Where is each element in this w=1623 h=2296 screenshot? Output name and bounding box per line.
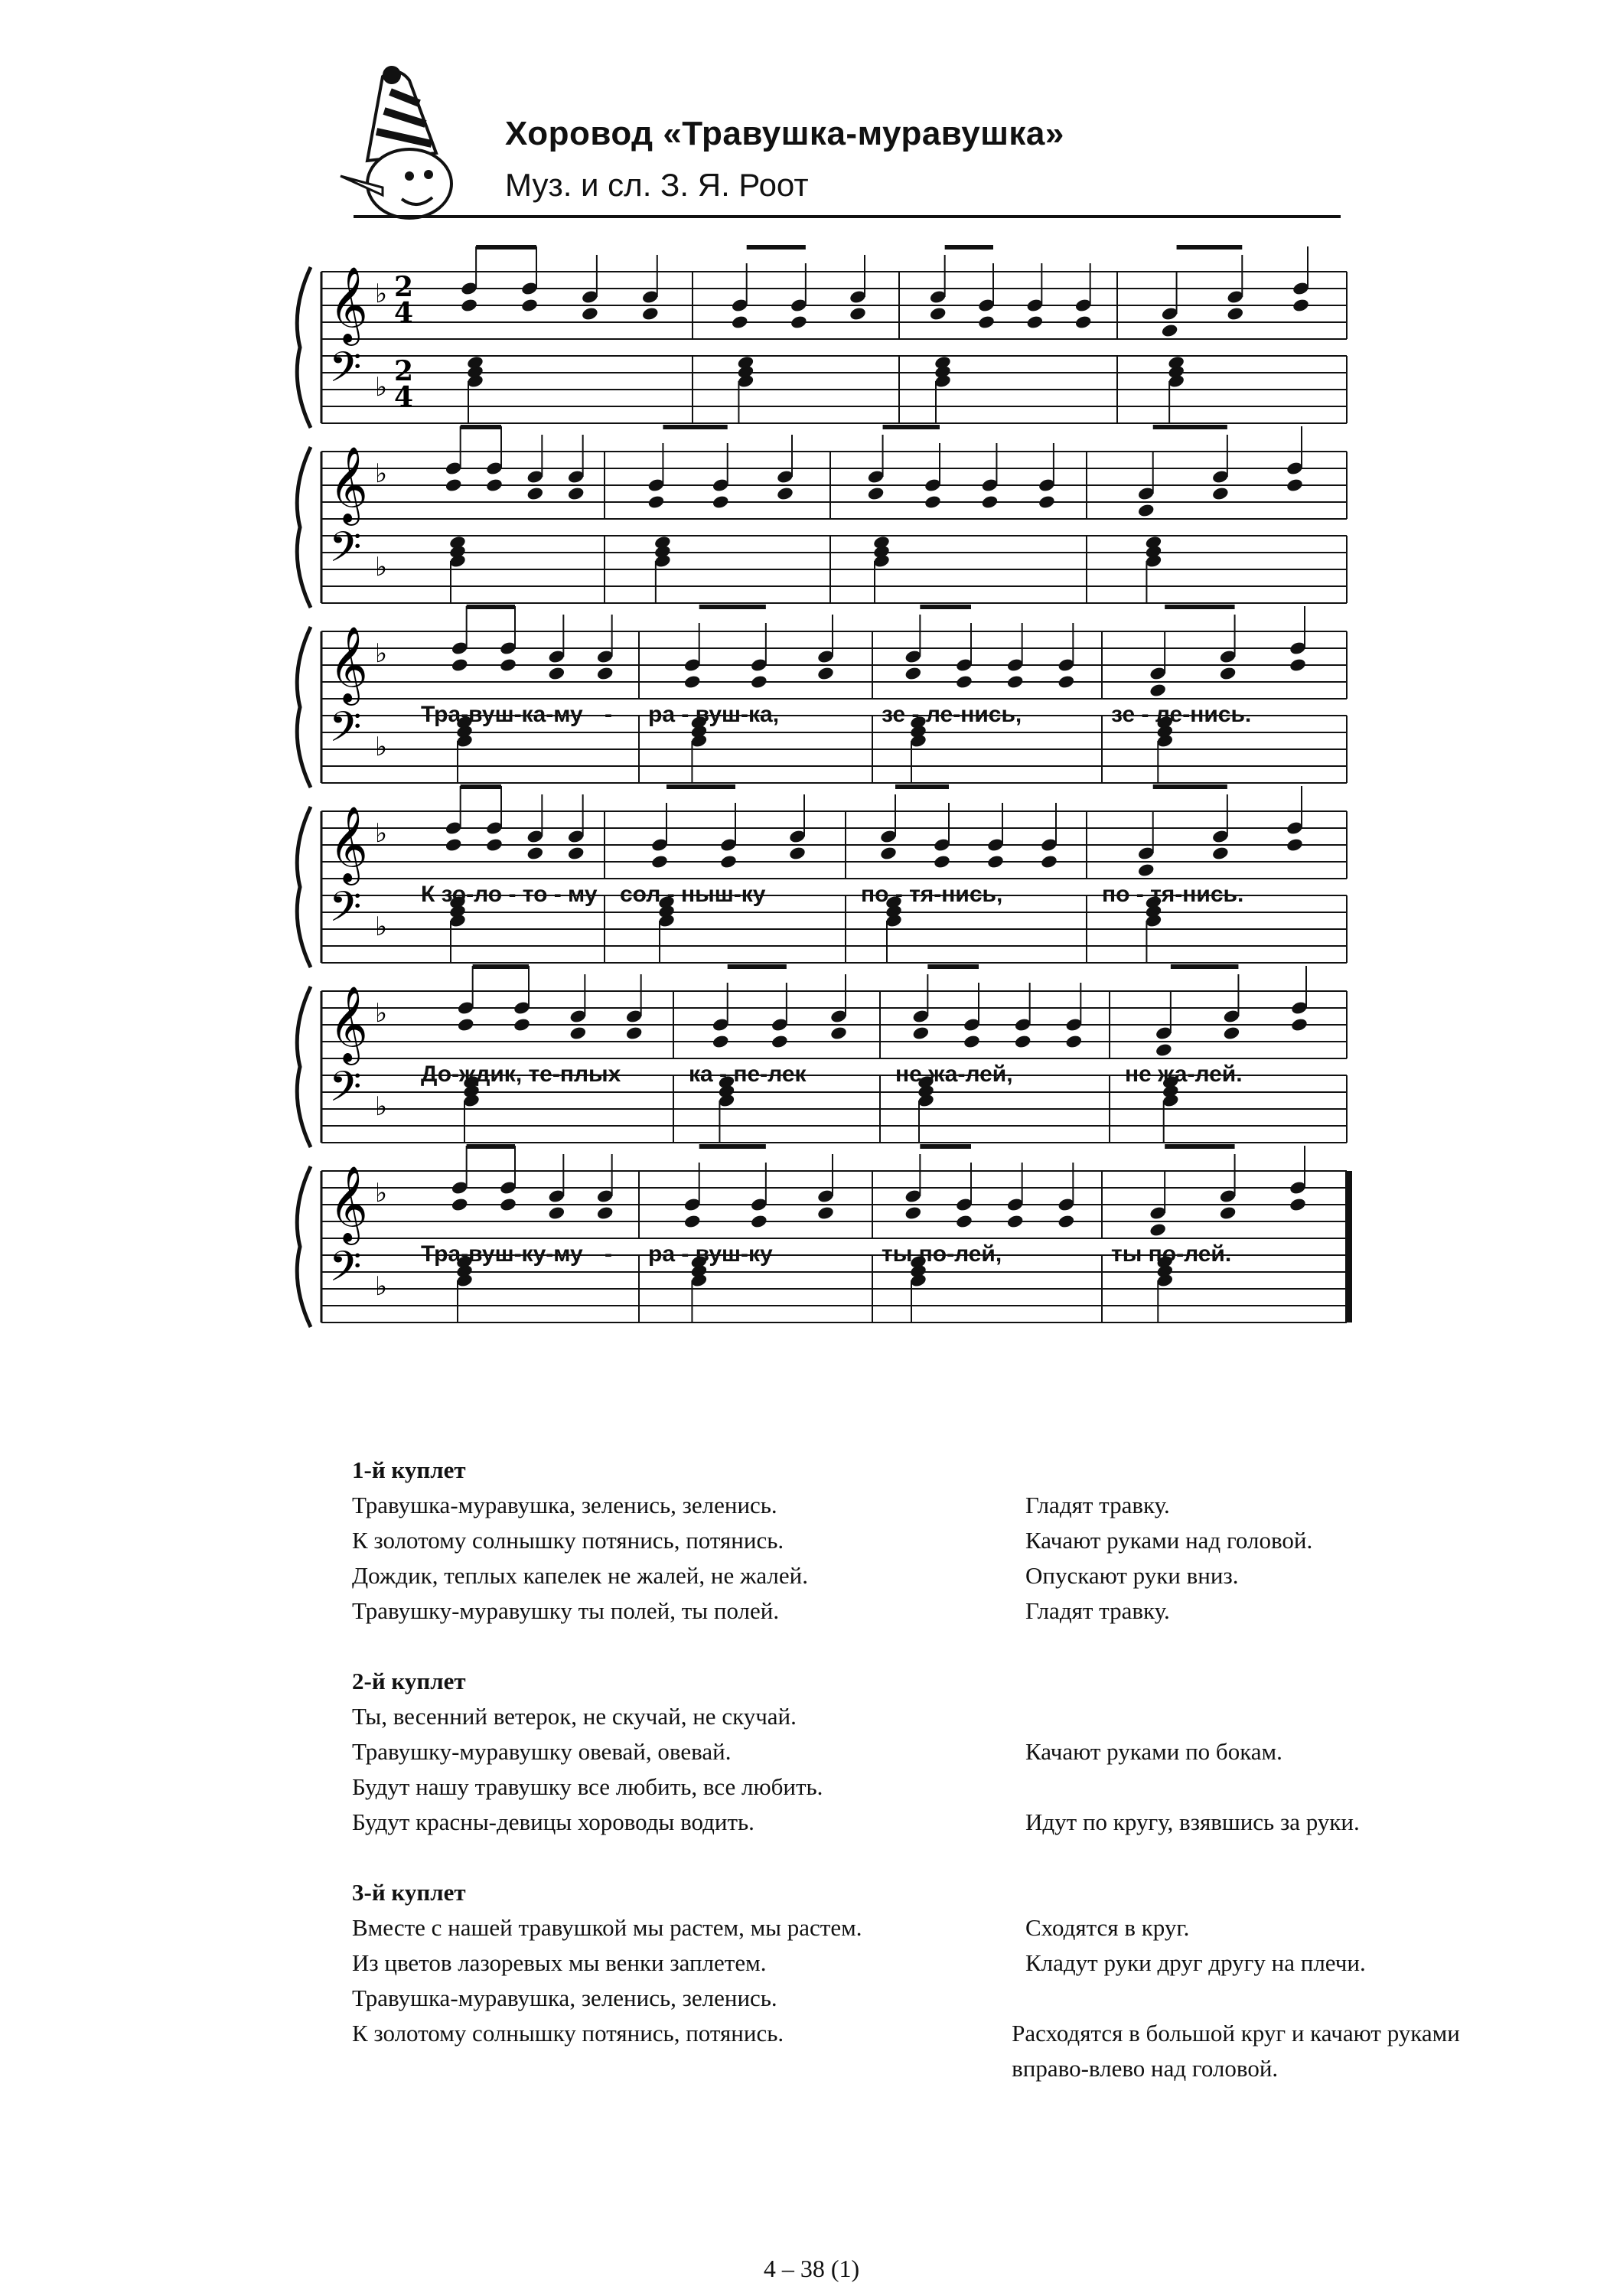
lyric-line: Ты, весенний ветерок, не скучай, не скучай.	[352, 1703, 797, 1730]
note-head	[712, 494, 730, 510]
key-signature-flat: ♭	[375, 1271, 388, 1302]
note-head	[1289, 657, 1307, 673]
verse-line	[352, 1945, 1462, 1981]
verse-heading: 1-й куплет	[352, 1456, 466, 1483]
lyric-syllables: Тра-вуш-ка-му	[421, 702, 583, 727]
note-head	[912, 1026, 930, 1041]
note-beam	[467, 605, 515, 609]
lyric-syllables: ка - пе-лек	[689, 1062, 807, 1087]
time-signature: 4	[394, 381, 414, 413]
note-head	[1211, 486, 1230, 501]
note-head	[981, 494, 999, 510]
lyric-syllables: -	[605, 1241, 612, 1267]
song-title: Хоровод «Травушка-муравушка»	[505, 115, 1064, 152]
note-head	[955, 674, 973, 690]
note-head	[712, 1034, 730, 1049]
note-beam	[467, 1144, 515, 1149]
treble-clef-icon: 𝄞	[329, 266, 368, 343]
key-signature-flat: ♭	[375, 372, 388, 403]
note-head	[867, 486, 885, 501]
action-text: Идут по кругу, взявшись за руки.	[1025, 1808, 1360, 1835]
note-head	[1040, 854, 1058, 869]
final-barline	[1345, 1171, 1352, 1322]
note-beam	[747, 245, 806, 249]
lyric-syllables: по - тя-нись,	[861, 882, 1003, 907]
treble-clef-icon: 𝄞	[329, 626, 368, 703]
note-head	[719, 854, 738, 869]
lyric-line: Дождик, теплых капелек не жалей, не жалей.	[352, 1562, 808, 1589]
verse-line	[352, 1981, 1462, 2016]
verse-heading: 3-й куплет	[352, 1879, 466, 1906]
note-beam	[699, 1144, 766, 1149]
note-head	[526, 486, 545, 501]
treble-clef-icon: 𝄞	[329, 986, 368, 1062]
note-head	[641, 306, 660, 321]
bass-clef-icon: 𝄢	[329, 882, 362, 941]
verse-line	[352, 1805, 1462, 1840]
lyric-line: К золотому солнышку потянись, потянись.	[352, 2020, 784, 2047]
verse-line	[352, 1488, 1462, 1523]
note-beam	[883, 425, 940, 429]
note-head	[1137, 863, 1155, 878]
note-head	[788, 846, 807, 861]
note-head	[1058, 674, 1076, 690]
note-beam	[473, 964, 529, 969]
bass-clef-icon: 𝄢	[329, 703, 362, 762]
lyric-line: Будут нашу травушку все любить, все любить.	[352, 1773, 823, 1800]
note-head	[520, 298, 539, 313]
verse-2	[352, 1664, 1462, 1840]
note-head	[933, 854, 951, 869]
note-head	[1290, 1017, 1309, 1032]
lyric-line: Вместе с нашей травушкой мы растем, мы растем.	[352, 1914, 862, 1941]
lyric-line: Травушку-муравушку овевай, овевай.	[352, 1738, 732, 1765]
note-head	[1065, 1034, 1084, 1049]
action-text: Расходятся в большой круг и качают руками вправо-влево над головой.	[1012, 2020, 1460, 2082]
note-head	[1219, 666, 1237, 681]
lyric-syllables: Тра-вуш-ку-му	[421, 1241, 583, 1267]
note-head	[771, 1034, 789, 1049]
key-signature-flat: ♭	[375, 638, 388, 669]
note-beam	[1153, 425, 1227, 429]
key-signature-flat: ♭	[375, 552, 388, 582]
note-head	[1137, 503, 1155, 518]
note-beam	[461, 425, 501, 429]
note-head	[849, 306, 867, 321]
verse-line	[352, 1734, 1462, 1769]
note-head	[1149, 683, 1167, 698]
note-head	[924, 494, 942, 510]
key-signature-flat: ♭	[375, 818, 388, 849]
lyric-syllables: ра - вуш-ку	[648, 1241, 773, 1267]
system-brace	[297, 807, 311, 967]
time-signature: 2	[394, 355, 414, 387]
note-head	[581, 306, 599, 321]
note-head	[1074, 315, 1093, 330]
note-head	[1219, 1205, 1237, 1221]
treble-clef-icon: 𝄞	[329, 446, 368, 523]
note-head	[963, 1034, 981, 1049]
action-text: Сходятся в круг.	[1025, 1914, 1190, 1941]
note-head	[457, 1017, 475, 1032]
note-head	[731, 315, 749, 330]
verse-1	[352, 1453, 1462, 1629]
note-head	[977, 315, 996, 330]
verse-line	[352, 1523, 1462, 1558]
action-text: Кладут руки друг другу на плечи.	[1025, 1949, 1366, 1976]
system-brace	[297, 627, 311, 788]
note-head	[1286, 478, 1304, 493]
note-head	[569, 1026, 588, 1041]
note-head	[548, 1205, 566, 1221]
key-signature-flat: ♭	[375, 1178, 388, 1208]
note-head	[485, 837, 504, 853]
note-beam	[728, 964, 787, 969]
note-head	[647, 494, 666, 510]
action-text: Качают руками по бокам.	[1025, 1738, 1282, 1765]
bass-clef-icon: 𝄢	[329, 1242, 362, 1301]
lyric-syllables: ра - вуш-ка,	[648, 702, 780, 727]
note-head	[1014, 1034, 1032, 1049]
page-number: 4 – 38 (1)	[763, 2255, 860, 2282]
note-beam	[1153, 784, 1227, 789]
note-head	[460, 298, 478, 313]
note-head	[499, 657, 517, 673]
system-brace	[297, 267, 311, 428]
note-head	[513, 1017, 531, 1032]
verse-line	[352, 1910, 1462, 1945]
note-head	[929, 306, 947, 321]
note-head	[829, 1026, 848, 1041]
note-head	[1289, 1197, 1307, 1212]
lyric-syllables: по - тя-нись.	[1102, 882, 1244, 907]
verses-section	[352, 1453, 1462, 2122]
key-signature-flat: ♭	[375, 458, 388, 489]
verse-3	[352, 1875, 1462, 2086]
lyric-syllables: -	[605, 702, 612, 727]
bass-clef-icon: 𝄢	[329, 523, 362, 582]
action-text: Гладят травку.	[1025, 1597, 1170, 1624]
lyric-line: Будут красны-девицы хороводы водить.	[352, 1808, 754, 1835]
note-beam	[1165, 1144, 1234, 1149]
note-beam	[699, 605, 766, 609]
verse-line	[352, 1699, 1462, 1734]
note-head	[485, 478, 504, 493]
lyric-line: Травушка-муравушка, зеленись, зеленись.	[352, 1985, 777, 2011]
note-head	[986, 854, 1005, 869]
system-brace	[297, 447, 311, 608]
note-head	[776, 486, 794, 501]
note-head	[1006, 1214, 1025, 1229]
note-beam	[1177, 245, 1243, 249]
note-head	[596, 1205, 614, 1221]
bass-clef-icon: 𝄢	[329, 1062, 362, 1121]
note-head	[567, 846, 585, 861]
lyric-syllables: К зо-ло - то - му	[421, 882, 598, 907]
verse-line	[352, 1558, 1462, 1593]
key-signature-flat: ♭	[375, 732, 388, 762]
lyric-line: Травушку-муравушку ты полей, ты полей.	[352, 1597, 780, 1624]
note-head	[683, 674, 702, 690]
lyric-syllables: До-ждик, те-плых	[421, 1062, 621, 1087]
note-head	[1155, 1042, 1173, 1058]
note-head	[445, 478, 463, 493]
note-head	[1006, 674, 1025, 690]
verse-line	[352, 1769, 1462, 1805]
treble-clef-icon: 𝄞	[329, 1166, 368, 1242]
note-beam	[920, 605, 971, 609]
note-head	[750, 674, 768, 690]
note-head	[526, 846, 545, 861]
note-beam	[663, 425, 727, 429]
note-head	[1149, 1222, 1167, 1238]
note-beam	[945, 245, 993, 249]
note-beam	[927, 964, 979, 969]
note-head	[816, 1205, 835, 1221]
lyric-syllables: ты по-лей.	[1111, 1241, 1232, 1267]
note-head	[596, 666, 614, 681]
note-head	[625, 1026, 644, 1041]
note-beam	[461, 784, 501, 789]
note-beam	[1165, 605, 1234, 609]
note-head	[650, 854, 669, 869]
note-beam	[666, 784, 735, 789]
key-signature-flat: ♭	[375, 1091, 388, 1122]
note-head	[683, 1214, 702, 1229]
note-beam	[895, 784, 949, 789]
key-signature-flat: ♭	[375, 279, 388, 309]
verse-line	[352, 2016, 1462, 2086]
action-text: Гладят травку.	[1025, 1492, 1170, 1518]
note-head	[1161, 323, 1179, 338]
note-head	[548, 666, 566, 681]
note-head	[1226, 306, 1244, 321]
song-credits: Муз. и сл. З. Я. Роот	[505, 167, 809, 203]
note-head	[790, 315, 808, 330]
verse-heading: 2-й куплет	[352, 1668, 466, 1694]
system-brace	[297, 987, 311, 1147]
time-signature: 2	[394, 271, 414, 303]
note-head	[1292, 298, 1310, 313]
note-head	[750, 1214, 768, 1229]
lyric-syllables: зе - ле-нись,	[882, 702, 1022, 727]
note-head	[445, 837, 463, 853]
note-head	[1038, 494, 1056, 510]
key-signature-flat: ♭	[375, 912, 388, 942]
action-text: Опускают руки вниз.	[1025, 1562, 1239, 1589]
time-signature: 4	[394, 297, 414, 329]
note-head	[816, 666, 835, 681]
action-text: Качают руками над головой.	[1025, 1527, 1313, 1554]
note-head	[955, 1214, 973, 1229]
note-beam	[920, 1144, 971, 1149]
note-head	[451, 1197, 469, 1212]
lyric-syllables: сол - ныш-ку	[620, 882, 766, 907]
key-signature-flat: ♭	[375, 998, 388, 1029]
note-head	[1211, 846, 1230, 861]
note-head	[1058, 1214, 1076, 1229]
note-head	[499, 1197, 517, 1212]
note-head	[1026, 315, 1045, 330]
lyric-line: Из цветов лазоревых мы венки заплетем.	[352, 1949, 767, 1976]
note-head	[879, 846, 898, 861]
lyric-line: К золотому солнышку потянись, потянись.	[352, 1527, 784, 1554]
note-head	[1223, 1026, 1241, 1041]
bass-clef-icon: 𝄢	[329, 343, 362, 402]
lyric-syllables: зе - ле-нись.	[1111, 702, 1252, 727]
lyric-syllables: ты по-лей,	[882, 1241, 1002, 1267]
verse-line	[352, 1593, 1462, 1629]
lyric-syllables: не жа-лей,	[895, 1062, 1013, 1087]
note-head	[904, 1205, 923, 1221]
note-beam	[476, 245, 536, 249]
system-brace	[297, 1166, 311, 1327]
note-head	[567, 486, 585, 501]
note-head	[1286, 837, 1304, 853]
note-head	[904, 666, 923, 681]
lyric-syllables: не жа-лей.	[1125, 1062, 1243, 1087]
note-beam	[1171, 964, 1239, 969]
lyric-line: Травушка-муравушка, зеленись, зеленись.	[352, 1492, 777, 1518]
note-head	[451, 657, 469, 673]
treble-clef-icon: 𝄞	[329, 806, 368, 882]
